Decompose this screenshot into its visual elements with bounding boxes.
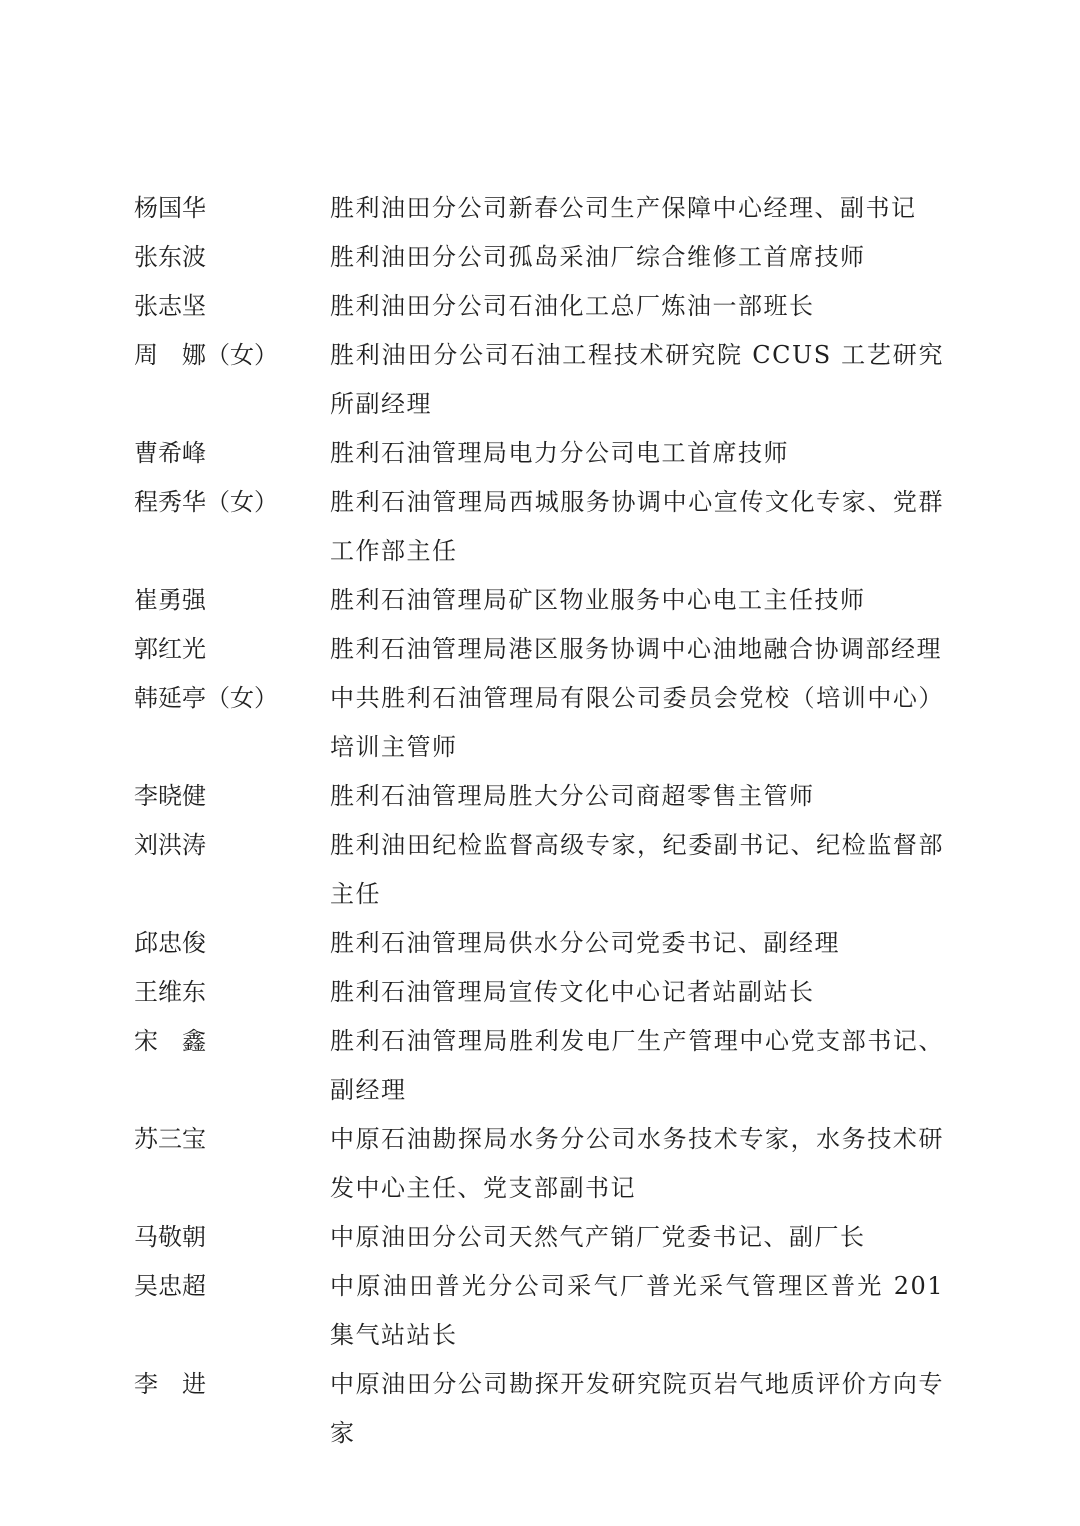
person-name: 韩延亭（女） bbox=[134, 684, 278, 712]
person-position: 胜利石油管理局宣传文化中心记者站副站长 bbox=[330, 978, 815, 1006]
person-name: 马敬朝 bbox=[134, 1223, 206, 1251]
list-item bbox=[134, 625, 944, 674]
person-position: 胜利石油管理局供水分公司党委书记、副经理 bbox=[330, 929, 840, 957]
list-item bbox=[134, 233, 944, 282]
list-item bbox=[134, 576, 944, 625]
person-position: 中原石油勘探局水务分公司水务技术专家，水务技术研发中心主任、党支部副书记 bbox=[330, 1125, 944, 1202]
person-name: 程秀华（女） bbox=[134, 488, 278, 516]
person-name: 邱忠俊 bbox=[134, 929, 206, 957]
list-item bbox=[134, 184, 944, 233]
person-name: 杨国华 bbox=[134, 194, 206, 222]
person-position: 中共胜利石油管理局有限公司委员会党校（培训中心）培训主管师 bbox=[330, 684, 944, 761]
person-position: 中原油田普光分公司采气厂普光采气管理区普光 201 集气站站长 bbox=[330, 1272, 944, 1349]
person-position: 胜利石油管理局电力分公司电工首席技师 bbox=[330, 439, 789, 467]
person-name: 吴忠超 bbox=[134, 1272, 206, 1300]
list-item bbox=[134, 1360, 944, 1458]
person-name: 周 娜（女） bbox=[134, 341, 278, 369]
person-name: 崔勇强 bbox=[134, 586, 206, 614]
person-name: 苏三宝 bbox=[134, 1125, 206, 1153]
list-item bbox=[134, 772, 944, 821]
person-position: 胜利石油管理局西城服务协调中心宣传文化专家、党群工作部主任 bbox=[330, 488, 944, 565]
list-item bbox=[134, 968, 944, 1017]
list-item bbox=[134, 429, 944, 478]
person-name: 李晓健 bbox=[134, 782, 206, 810]
personnel-list bbox=[134, 184, 944, 1458]
list-item bbox=[134, 821, 944, 919]
person-name: 宋 鑫 bbox=[134, 1027, 206, 1055]
person-position: 中原油田分公司天然气产销厂党委书记、副厂长 bbox=[330, 1223, 866, 1251]
list-item bbox=[134, 1262, 944, 1360]
list-item bbox=[134, 282, 944, 331]
person-position: 胜利石油管理局胜大分公司商超零售主管师 bbox=[330, 782, 815, 810]
person-position: 胜利油田分公司石油化工总厂炼油一部班长 bbox=[330, 292, 815, 320]
person-position: 胜利油田分公司新春公司生产保障中心经理、副书记 bbox=[330, 194, 917, 222]
person-name: 曹希峰 bbox=[134, 439, 206, 467]
person-position: 胜利石油管理局港区服务协调中心油地融合协调部经理 bbox=[330, 635, 942, 663]
person-position: 胜利油田分公司孤岛采油厂综合维修工首席技师 bbox=[330, 243, 866, 271]
person-position: 胜利石油管理局胜利发电厂生产管理中心党支部书记、副经理 bbox=[330, 1027, 944, 1104]
list-item bbox=[134, 478, 944, 576]
list-item bbox=[134, 919, 944, 968]
person-position: 中原油田分公司勘探开发研究院页岩气地质评价方向专家 bbox=[330, 1370, 944, 1447]
person-name: 郭红光 bbox=[134, 635, 206, 663]
list-item bbox=[134, 674, 944, 772]
person-name: 王维东 bbox=[134, 978, 206, 1006]
person-position: 胜利油田纪检监督高级专家，纪委副书记、纪检监督部主任 bbox=[330, 831, 944, 908]
list-item bbox=[134, 1017, 944, 1115]
person-name: 李 进 bbox=[134, 1370, 206, 1398]
person-position: 胜利石油管理局矿区物业服务中心电工主任技师 bbox=[330, 586, 866, 614]
person-position: 胜利油田分公司石油工程技术研究院 CCUS 工艺研究所副经理 bbox=[330, 341, 944, 418]
list-item bbox=[134, 331, 944, 429]
person-name: 张志坚 bbox=[134, 292, 206, 320]
list-item bbox=[134, 1115, 944, 1213]
person-name: 张东波 bbox=[134, 243, 206, 271]
person-name: 刘洪涛 bbox=[134, 831, 206, 859]
list-item bbox=[134, 1213, 944, 1262]
